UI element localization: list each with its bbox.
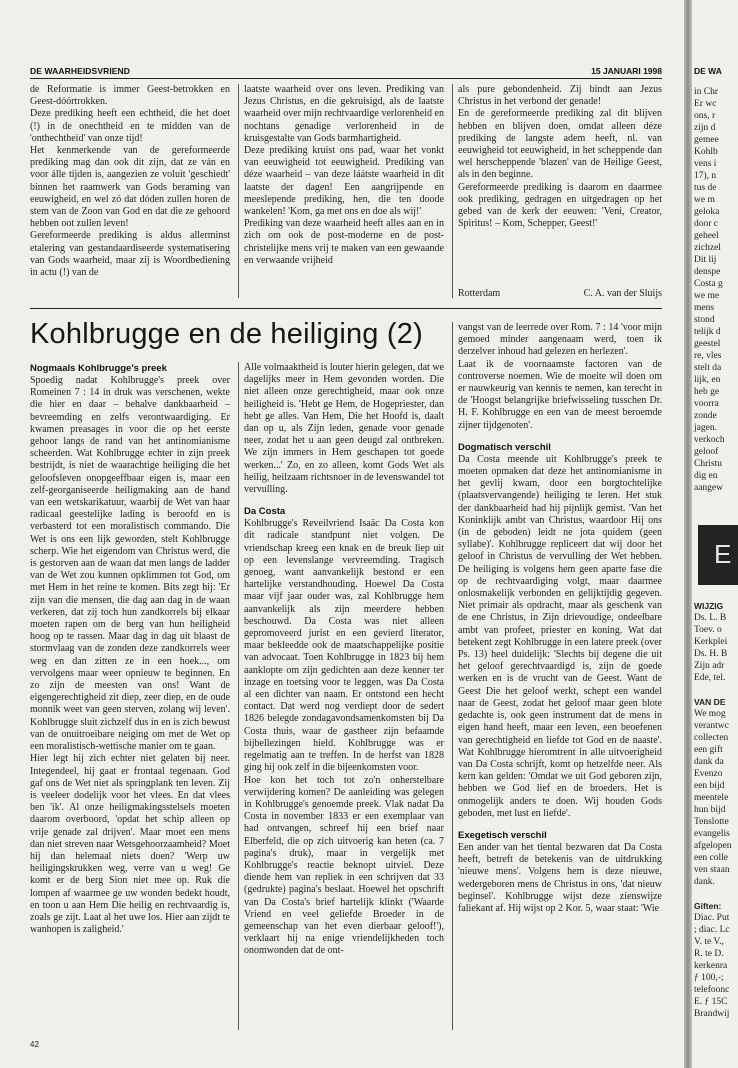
- fragment-line: afgelopen: [694, 841, 732, 851]
- fragment-line: een gift: [694, 745, 723, 755]
- paragraph: Da Costa meende uit Kohlbrugge's preek te moeten opmaken dat deze het antinomianisme in het gevlij kwam, door een borgtochtelijke (plaatsvervangende) heiliging te leren. Het stuk der dankbaarheid had hij pijnlijk gemist. 'Van het Koninklijk ambt van Christus, waardoor Hij ons (in de geboden) leidt ne jota quidem (geen syllabe)'. Kohlbrugge repliceert dat wij door het geloof in Christus de vervulling der Wet hebben. De heiliging is volgens hem geen aparte fase die op de rechtvaardiging volgt, maar daarmee onlosmakelijk verbonden en gelijktijdig gegeven. Niet primair als opdracht, maar als geschenk van de ene Christus, in Zijn drievoudige, ondeelbare ambt van profeet, priester en koning. Wat dat betekent zegt Kohlbrugge in een latere preek (over Ps. 13) heel duidelijk: 'Slechts bij degene die uit het geloof gerechtvaardigd is, zijn de goede werken en is de vrucht van de Geest. Want de Geest Die het geloof werkt, schept een wandel naar de Geest, zodat het geloof maar geen blote gedachte is, ook geen instrument dat de mens in eigen hand heeft, maar een leven, een beoefenen van gerechtigheid en liefde tot God en de naaste'. Wat Kohlbrugge hieromtrent in alle uitvoerigheid van Da Costa schrijft, komt op hetzelfde neer. Als kern kan gelden: 'Omdat we uit God geboren zijn, hebben we God lief en de broeders. Het is onmogelijk anders te doen. Wij houden Gods geboden, met lust en liefde'.: [458, 453, 662, 819]
- adjacent-page-fragment: [692, 0, 738, 1068]
- top-article-column-1: [30, 84, 230, 300]
- fragment-line: telefoonc: [694, 985, 730, 995]
- fragment-line: jagen.: [694, 423, 717, 433]
- section-body: [244, 518, 444, 957]
- article-column-2: [244, 362, 444, 1032]
- fragment-line: Er wc: [694, 99, 717, 109]
- fragment-line: Tenslotte: [694, 817, 729, 827]
- article-title: Kohlbrugge en de heiliging (2): [30, 318, 423, 350]
- fragment-line: Kohlb: [694, 147, 718, 157]
- fragment-line: voorra: [694, 399, 719, 409]
- fragment-line: aangew: [694, 483, 724, 493]
- fragment-line: kerkenra: [694, 961, 728, 971]
- column-divider: [452, 84, 453, 298]
- issue-date: 15 JANUARI 1998: [591, 66, 662, 76]
- fragment-line: hun bijd: [694, 805, 726, 815]
- paragraph: Kohlbrugge's Reveilvriend Isaäc Da Costa kon dit radicale standpunt niet volgen. De vriendschap kreeg een knak en de breuk liep uit op een levenslange vervreemding. Tragisch genoeg, want aanvankelijk bestond er een hartelijke verstandhouding. Hoewel Da Costa maar vijf jaar ouder was, zal Kohlbrugge hem aanvankelijk als zijn meerdere hebben beschouwd. Da Costa was niet alleen gepromoveerd jurist en een gevierd literator, maar bekleedde ook de maatschappelijke positie van advocaat. Toen Kohlbrugge in 1823 bij hem aanklopte om zijn gedichten aan deze kenner ter inzage en toetsing voor te leggen, was Da Costa al een dichter van naam. Er ontstond een hecht contact. Dat werd nog verdiept door de sedert 1826 belegde zondagavondsamenkomsten bij Da Costa thuis, waar de gastheer zijn befaamde bijbellezingen hield. Kohlbrugge was er regelmatig aan te treffen. In de herfst van 1828 ging hij ook zelf in die bijeenkomsten voor.: [244, 518, 444, 774]
- fragment-line: heb ge: [694, 387, 720, 397]
- section-heading: Exegetisch verschil: [458, 829, 547, 841]
- fragment-line: 17), n: [694, 171, 717, 181]
- fragment-line: dig en: [694, 471, 718, 481]
- paragraph: vangst van de leerrede over Rom. 7 : 14 'voor mijn gemoed minder aangenaam werd, toen ik derzelver inhoud had gelezen en herlezen'.: [458, 322, 662, 358]
- fragment-line: een bijd: [694, 781, 725, 791]
- fragment-line: Dit lij: [694, 255, 717, 265]
- fragment-line: Costa g: [694, 279, 723, 289]
- header-rule: [30, 78, 662, 79]
- article-separator-rule: [30, 308, 662, 309]
- fragment-line: E. ƒ 15C: [694, 997, 728, 1007]
- fragment-line: geestel: [694, 339, 721, 349]
- article-column-1: [30, 362, 230, 1032]
- fragment-line: we m: [694, 195, 715, 205]
- fragment-line: collecten: [694, 733, 729, 743]
- fragment-line: Zijn adr: [694, 661, 725, 671]
- section-body: [30, 375, 230, 936]
- paragraph: Prediking van deze waarheid heeft alles aan en in zich om ook de post-moderne en de post-christelijke mens vrij te maken van een gewaande en verwaande vrijheid: [244, 218, 444, 266]
- adjacent-page-box: [698, 525, 738, 585]
- fragment-line: [694, 888, 731, 900]
- adjacent-page-notices: [694, 600, 731, 1020]
- fragment-line: Ds. L. B: [694, 613, 727, 623]
- fragment-line: ƒ 100,-;: [694, 973, 724, 983]
- section-body: [458, 322, 662, 432]
- fragment-line: geloka: [694, 207, 720, 217]
- publication-name: DE WAARHEIDSVRIEND: [30, 66, 131, 76]
- fragment-line: stelt da: [694, 363, 722, 373]
- fragment-line: gemee: [694, 135, 719, 145]
- paragraph: Hier legt hij zich echter niet gelaten bij neer. Integendeel, hij gaat er frontaal tegenaan. God gaf ons de Wet niet als springplank ten leven. Zij is veeleer dodelijk voor het vlees. En dat vlees ben 'ik'. Al onze heiligmakingsstelsels moeten daarom overboord, 'opdat het schip alleen op vrije genade zal drijven'. Maar moet een mens dan niet streven naar Wetsgehoorzaamheid? Moet hij dan helemaal niets doen? 'Werp uw heiligingskrukken weg, verre van u weg! Ge komt er de berg Sion niet mee op. Ruk die lompen af waarmee ge uw wonden bedekt houdt, en toon u aan Hem Die heilig en rechtvaardig is, zoals ge zijt. Laat al het uwe los. Hier aan zijdt te wanhopen is zaligheid.': [30, 753, 230, 936]
- fragment-line: R. te D.: [694, 949, 724, 959]
- fragment-line: zijn d: [694, 123, 716, 133]
- section-heading: Nogmaals Kohlbrugge's preek: [30, 363, 167, 374]
- fragment-line: een colle: [694, 853, 729, 863]
- fragment-line: mens: [694, 303, 715, 313]
- fragment-line: geloof: [694, 447, 719, 457]
- fragment-line: Ede, tel.: [694, 673, 726, 683]
- paragraph: laatste waarheid over ons leven. Prediking van Jezus Christus, en die gekruisigd, als de laatste waarheid over mijn rechtvaardige verlorenheid en nochtans genadige verlorenheid in de kruisgestalte van Gods barmhartigheid.: [244, 84, 444, 144]
- fragment-line: Kerkplei: [694, 637, 728, 647]
- fragment-line: re, vles: [694, 351, 722, 361]
- fragment-line: dank da: [694, 757, 724, 767]
- signature-author: C. A. van der Sluijs: [583, 288, 662, 299]
- fragment-line: verkoch: [694, 435, 725, 445]
- paragraph: Gereformeerde prediking is daarom en daarmee ook prediking, gedragen en uitgedragen op het gebed van de kerk der eeuwen: 'Veni, Creator, Spiritus! – Kom, Schepper, Geest!': [458, 181, 662, 230]
- fragment-line: Ds. H. B: [694, 649, 728, 659]
- fragment-line: zichzel: [694, 243, 721, 253]
- fragment-line: Brandwij: [694, 1009, 730, 1019]
- paragraph: Het kenmerkende van de gereformeerde prediking mag dan ook dit zijn, dat ze ván en voor álle tijden is, aangezien ze voluit 'geschiedt' binnen het raamwerk van Gods beraming van eeuwigheid, en wel zó dat dóden zullen horen de stem van de Zoon van God en dat die ze gehoord hebben oot zullen leven!: [30, 145, 230, 230]
- fragment-line: telijk d: [694, 327, 721, 337]
- fragment-line: stond: [694, 315, 715, 325]
- column-divider: [238, 362, 239, 1030]
- signature-line: [458, 288, 662, 302]
- fragment-line: Diac. Put: [694, 913, 730, 923]
- paragraph: Een ander van het tiental bezwaren dat Da Costa heeft, betreft de betekenis van de uitdrukking 'nieuwe mens'. Volgens hem is deze nieuwe, wedergeboren mens de Christus in ons, 'dat nieuw beginsel'. Kohlbrugge wijst deze zienswijze faliekant af. Hij wijst op 2 Kor. 5, waar staat: 'Wie: [458, 841, 662, 914]
- top-article-column-2: [244, 84, 444, 300]
- paragraph: Deze prediking heeft een echtheid, die het doet (!) in de onechtheid en te midden van de 'onthechtheid' van onze tijd!: [30, 108, 230, 144]
- paragraph: Alle volmaaktheid is louter hierin gelegen, dat we dagelijks meer in Hem gevonden worden. Die niet alleen onze gerechtigheid, maar ook onze heiligheid is. 'Hebt ge Hem, de Hogepriester, dan hebt ge alles. Van Hem, Die het Hoofd is, daalt dan op u, als Zijn leden, genade voor genade neer, zodat het u aan geen deugd zal ontbreken. We zijn immers in Hem geschapen tot goede werken...' Zo, en zo alleen, komt Gods Wet als heilig, heilzaam richtsnoer in de levenswandel tot vervulling.: [244, 362, 444, 496]
- fragment-line: in Chr: [694, 87, 719, 97]
- paragraph: Laat ik de voornaamste factoren van de controverse noemen. Wie de moeite wil doen om er nauwkeurig van kennis te nemen, kan terecht in de 'Hoogst belangrijke briefwisseling tusschen Dr. H. F. Kohlbrugge en een van de meest beroemde zijner tijdgenoten'.: [458, 358, 662, 431]
- adjacent-page-header: DE WA: [694, 66, 722, 76]
- fragment-line: Christu: [694, 459, 722, 469]
- page-gutter: [684, 0, 692, 1068]
- fragment-line: tus de: [694, 183, 717, 193]
- paragraph: Hoe kon het toch tot zo'n onherstelbare verwijdering komen? De aanleiding was gelegen in Kohlbrugge's genoemde preek. Vlak nadat Da Costa in november 1833 er een exemplaar van had ontvangen, schreef hij een brief naar Elberfeld, die op zich uitvoerig kan heten (ca. 7 pagina's druk), maar in vergelijk met Kohlbrugge's reactie beknopt uitviel. Deze diende hem van repliek in een schrijven dat 33 (gedrukte) pagina's beslaat. Hoewel het opschrift van Da Costa's brief hartelijk klinkt ('Waarde Vriend en veel geliefde Broeder in de gemeenschap van het even dierbaar geloof!'), verklaart hij na enige vriendelijkheden toch onomwonden dat de ont-: [244, 774, 444, 957]
- fragment-line: WIJZIG: [694, 601, 724, 611]
- fragment-line: We mog: [694, 709, 726, 719]
- article-column-3: [458, 322, 662, 1032]
- section-heading: Da Costa: [244, 506, 286, 518]
- fragment-line: lijk, en: [694, 375, 721, 385]
- paragraph: Spoedig nadat Kohlbrugge's preek over Romeinen 7 : 14 in druk was verschenen, wekte die hier en daar – behalve dankbaarheid – bevreemding en zelfs verontwaardiging. Er kwamen preasages in voor die op het eerste gehoor langs de rand van het antinomianisme scheerden. Wat Kohlbrugge echter in zijn preek bestrijdt, is niet de waarachtige heiliging die het geloofsleven onopgeeffbaar eigen is, maar een zelf-georganiseerde heiligmaking aan de hand van een wetskarikatuur, waarbij de Wet van haar radicaal geestelijke lading is beroofd en is verbasterd tot een moralistisch commando. Die Wet is ons een lijk geworden, stelt Kohlbrugge scherp. Wie het eigendom van Christus werd, die is gestorven aan de waan dat men langs de ladder van de Wet zou kunnen opklimmen tot God, om met Hem in het reine te komen. Bits zegt hij: 'Er zijn van die mensen, die dag aan dag in de waan verkeren, dat zij toch hun zandkorrels bij elkaar moeten rapen om de berg van hun heiligheid hoog op te rassen. Maar dag in dag uit blaast de stormvlaag van de zonden deze zandkorrels weer weg en dan zitten ze in een hoek..., om vervolgens maar weer opnieuw te beginnen. En zo zijn de meesten van ons! Want de eigengerechtigheid zit diep, zeer diep, en de oude monnik weet van geen sterven, zolang wij leven'. Kohlbrugge sluit zichzelf dus in en is zich bewust van de onuitroeibare neiging om met de Wet op een moralistisch-wettische manier om te gaan.: [30, 375, 230, 753]
- fragment-line: ; diac. Lc: [694, 925, 730, 935]
- section-heading: Dogmatisch verschil: [458, 441, 551, 453]
- signature-place: Rotterdam: [458, 288, 501, 299]
- column-divider: [452, 322, 453, 1030]
- fragment-line: denspe: [694, 267, 721, 277]
- paragraph: En de gereformeerde prediking zal dit blijven hebben en blijven doen, omdat alleen déze prediking de langste adem heeft, nl. van eeuwigheid tot eeuwigheid, in het scheppende dan wel herscheppende 'blazen' van de Heilige Geest, als in den beginne.: [458, 108, 662, 181]
- paragraph: Gereformeerde prediking is aldus allerminst etalering van gestandaardiseerde systematisering van Gods waarheid, maar zij is Woordbediening in actu (!) van de: [30, 230, 230, 279]
- adjacent-page-column: [694, 86, 725, 494]
- fragment-line: dank.: [694, 877, 715, 887]
- fragment-line: [694, 684, 731, 696]
- paragraph: als pure gebondenheid. Zij bindt aan Jezus Christus in het verbond der genade!: [458, 84, 662, 108]
- fragment-line: Giften:: [694, 901, 722, 911]
- fragment-line: V. te V.,: [694, 937, 724, 947]
- fragment-line: verantwc: [694, 721, 729, 731]
- fragment-line: geheel: [694, 231, 719, 241]
- column-divider: [238, 84, 239, 298]
- fragment-line: ven staan: [694, 865, 730, 875]
- fragment-line: evangelis: [694, 829, 730, 839]
- fragment-line: Toev. o: [694, 625, 722, 635]
- fragment-line: we me: [694, 291, 720, 301]
- paragraph: Deze prediking kruist ons pad, waar het vonkt van eeuwigheid tot eeuwigheid. Prediking van déze waarheid – van deze láátste waarheid in dit laatste der dagen! Een aangrijpende en meeslepende prediking, hen, die ten doode wankelen! 'Kom, ga met ons en doe als wij!': [244, 145, 444, 218]
- fragment-line: ons, r: [694, 111, 716, 121]
- page-number: 42: [30, 1040, 39, 1049]
- fragment-line: vens i: [694, 159, 717, 169]
- fragment-line: door c: [694, 219, 719, 229]
- box-letter: E: [714, 539, 732, 569]
- fragment-line: VAN DE: [694, 697, 726, 707]
- fragment-line: zonde: [694, 411, 717, 421]
- paragraph: de Reformatie is immer Geest-betrokken en Geest-dóórtrokken.: [30, 84, 230, 108]
- top-article-column-3: [458, 84, 662, 300]
- fragment-line: Evenzo: [694, 769, 723, 779]
- fragment-line: meentele: [694, 793, 729, 803]
